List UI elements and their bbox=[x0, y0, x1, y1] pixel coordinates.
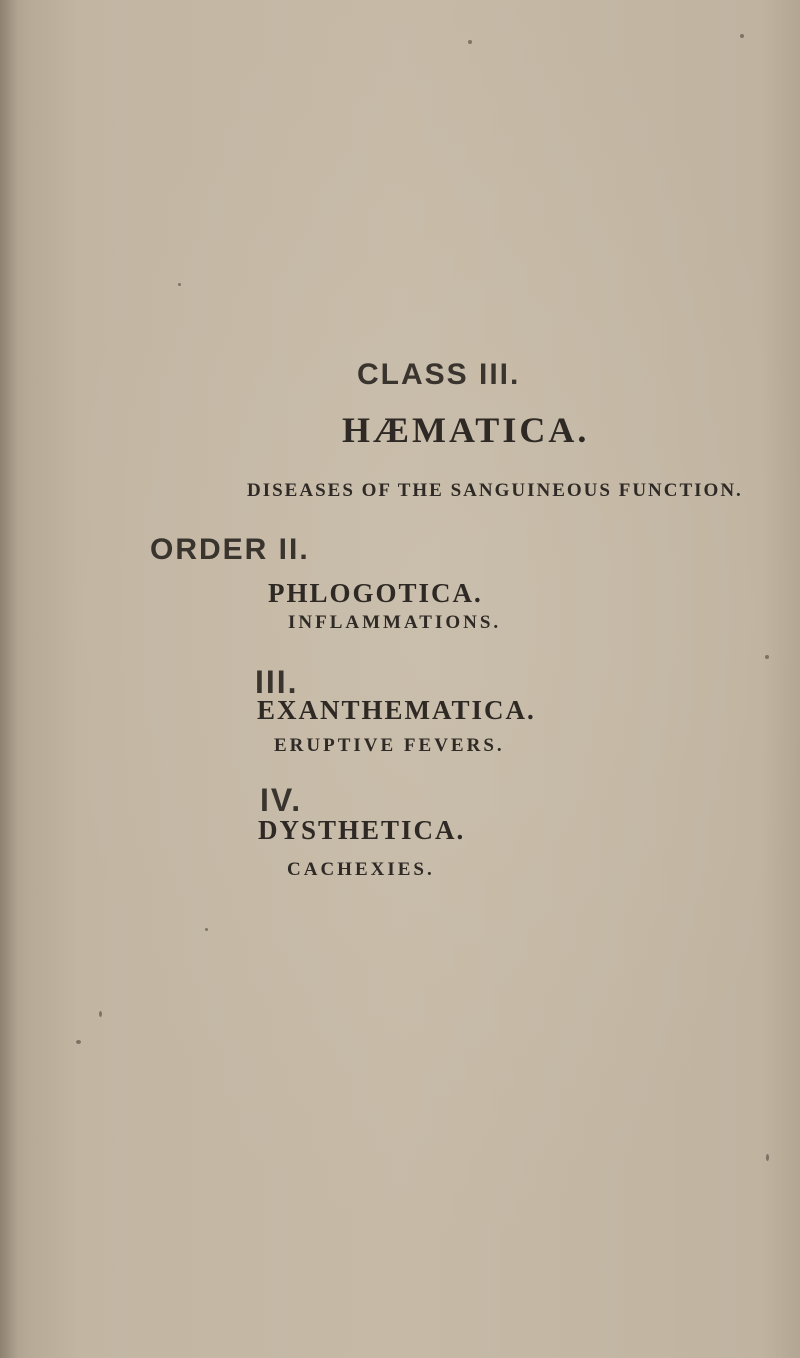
order-subtitle: ERUPTIVE FEVERS. bbox=[274, 735, 505, 756]
class-name: HÆMATICA. bbox=[342, 410, 590, 450]
paper-speck bbox=[740, 34, 744, 38]
paper-speck bbox=[99, 1011, 102, 1017]
class-heading: CLASS III. bbox=[357, 358, 521, 391]
order-name: EXANTHEMATICA. bbox=[257, 695, 536, 725]
paper-speck bbox=[468, 40, 472, 44]
order-name: PHLOGOTICA. bbox=[268, 578, 483, 608]
paper-speck bbox=[178, 283, 181, 286]
order-number: III. bbox=[255, 664, 299, 700]
class-subtitle: DISEASES OF THE SANGUINEOUS FUNCTION. bbox=[247, 480, 743, 501]
order-name: DYSTHETICA. bbox=[258, 815, 466, 845]
order-subtitle: CACHEXIES. bbox=[287, 859, 435, 880]
page-edge-shadow bbox=[0, 0, 18, 1358]
paper-speck bbox=[766, 1154, 769, 1161]
paper-speck bbox=[765, 655, 769, 659]
order-number: IV. bbox=[260, 782, 303, 818]
order-subtitle: INFLAMMATIONS. bbox=[288, 612, 502, 633]
paper-speck bbox=[76, 1040, 81, 1044]
paper-speck bbox=[205, 928, 208, 931]
order-heading: ORDER II. bbox=[150, 533, 310, 566]
